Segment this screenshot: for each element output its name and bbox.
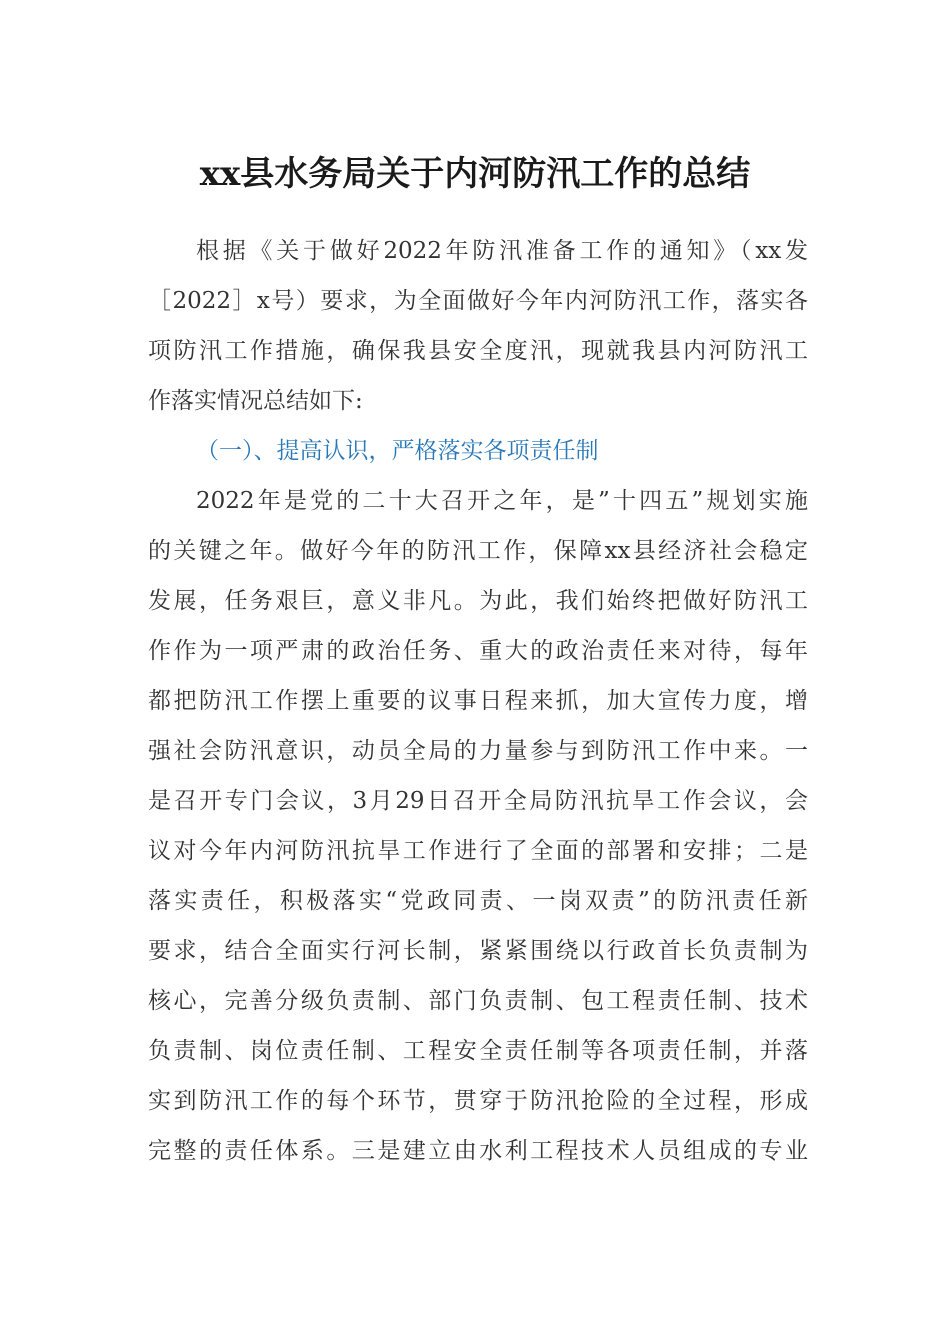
- paragraph-line: 落实责任，积极落实“党政同责、一岗双责”的防汛责任新: [148, 888, 808, 914]
- paragraph-line: 议对今年内河防汛抗旱工作进行了全面的部署和安排；二是: [148, 838, 808, 864]
- paragraph-line: 要求，结合全面实行河长制，紧紧围绕以行政首长负责制为: [148, 938, 808, 964]
- paragraph-line: 2022年是党的二十大召开之年，是”十四五”规划实施: [196, 488, 808, 514]
- paragraph-line: 作落实情况总结如下:: [148, 388, 363, 414]
- paragraph-line: 强社会防汛意识，动员全局的力量参与到防汛工作中来。一: [148, 738, 808, 764]
- paragraph-line: ［2022］x号）要求，为全面做好今年内河防汛工作，落实各: [148, 288, 808, 314]
- paragraph-line: 完整的责任体系。三是建立由水利工程技术人员组成的专业: [148, 1138, 808, 1164]
- paragraph-line: 是召开专门会议，3月29日召开全局防汛抗旱工作会议，会: [148, 788, 808, 814]
- paragraph-line: 根据《关于做好2022年防汛准备工作的通知》（xx发: [196, 238, 808, 264]
- document-title: xx县水务局关于内河防汛工作的总结: [199, 154, 751, 194]
- paragraph-line: 都把防汛工作摆上重要的议事日程来抓，加大宣传力度，增: [148, 688, 808, 714]
- paragraph-line: 作作为一项严肃的政治任务、重大的政治责任来对待，每年: [148, 638, 808, 664]
- paragraph-line: 发展，任务艰巨，意义非凡。为此，我们始终把做好防汛工: [148, 588, 808, 614]
- paragraph-line: 负责制、岗位责任制、工程安全责任制等各项责任制，并落: [148, 1038, 808, 1064]
- section-heading: （一）、提高认识，严格落实各项责任制: [196, 438, 599, 464]
- paragraph-line: 核心，完善分级负责制、部门负责制、包工程责任制、技术: [148, 988, 808, 1014]
- paragraph-line: 实到防汛工作的每个环节，贯穿于防汛抢险的全过程，形成: [148, 1088, 808, 1114]
- paragraph-line: 项防汛工作措施，确保我县安全度汛，现就我县内河防汛工: [148, 338, 808, 364]
- paragraph-line: 的关键之年。做好今年的防汛工作，保障xx县经济社会稳定: [148, 538, 808, 564]
